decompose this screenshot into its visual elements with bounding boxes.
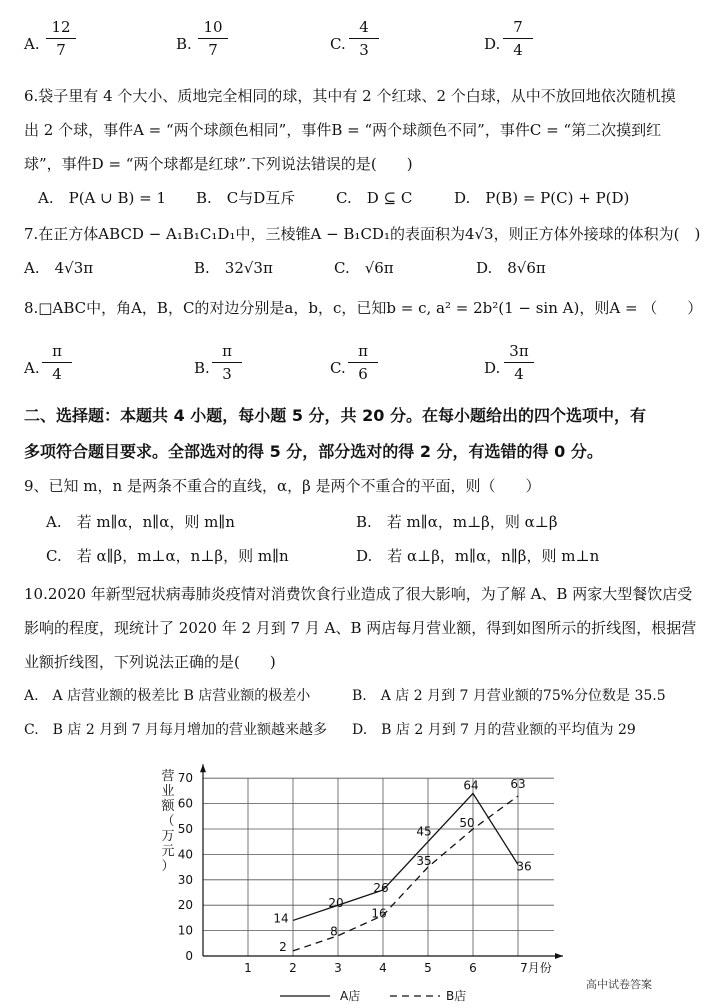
data-label: 35 bbox=[416, 854, 432, 869]
q5-option-d-fraction: 7 4 bbox=[503, 18, 533, 59]
y-tick-label: 10 bbox=[177, 923, 193, 938]
q9-option-b: B. 若 m∥α，m⊥β，则 α⊥β bbox=[356, 513, 558, 531]
q5-option-b-label: B. bbox=[176, 35, 192, 53]
chart-grid bbox=[203, 778, 554, 956]
q9-stem: 9、已知 m，n 是两条不重合的直线，α，β 是两个不重合的平面，则（ ） bbox=[24, 477, 541, 495]
x-tick-label: 2 bbox=[289, 961, 297, 975]
q9-option-a: A. 若 m∥α，n∥α，则 m∥n bbox=[46, 513, 235, 531]
revenue-line-chart bbox=[150, 760, 570, 1008]
x-tick-label: 1 bbox=[244, 961, 252, 975]
y-axis-label-char: 业 bbox=[161, 784, 175, 799]
data-label: 45 bbox=[416, 824, 432, 839]
section2-line1: 二、选择题：本题共 4 小题，每小题 5 分，共 20 分。在每小题给出的四个选项中，有 bbox=[24, 406, 646, 425]
y-tick-label: 0 bbox=[185, 949, 193, 963]
q6-option-b: B. C与D互斥 bbox=[196, 189, 296, 207]
chart-axes bbox=[200, 764, 563, 959]
series-line-b bbox=[293, 796, 518, 951]
x-tick-label: 7月份 bbox=[520, 961, 552, 975]
y-tick-label: 60 bbox=[177, 796, 193, 811]
q10-line1: 10.2020 年新型冠状病毒肺炎疫情对消费饮食行业造成了很大影响，为了解 A、B 两家大型餐饮店受 bbox=[24, 585, 693, 603]
watermark: 高中试卷答案 bbox=[586, 978, 652, 991]
q9-option-c: C. 若 α∥β，m⊥α，n⊥β，则 m∥n bbox=[46, 547, 289, 565]
y-tick-label: 70 bbox=[177, 771, 193, 786]
legend-label-a: A店 bbox=[340, 989, 361, 1003]
data-label: 36 bbox=[516, 859, 532, 874]
q7-option-b: B. 32√3π bbox=[194, 259, 273, 277]
y-tick-label: 50 bbox=[177, 822, 193, 836]
q8-option-d-label: D. bbox=[484, 359, 501, 377]
q5-option-c-label: C. bbox=[330, 35, 346, 53]
data-label: 64 bbox=[463, 778, 479, 793]
data-label: 63 bbox=[510, 776, 526, 791]
q8-option-c-label: C. bbox=[330, 359, 346, 377]
q8-option-d-fraction: 3π 4 bbox=[504, 342, 534, 383]
y-tick-label: 30 bbox=[177, 872, 193, 887]
section2-line2: 多项符合题目要求。全部选对的得 5 分，部分选对的得 2 分，有选错的得 0 分。 bbox=[24, 442, 603, 461]
data-label: 2 bbox=[279, 939, 287, 954]
y-axis-label-char: 万 bbox=[161, 829, 175, 844]
q6-option-d: D. P(B) = P(C) + P(D) bbox=[454, 189, 630, 207]
y-axis-arrow bbox=[200, 764, 206, 772]
data-label: 26 bbox=[373, 880, 389, 895]
q10-option-c: C. B 店 2 月到 7 月每月增加的营业额越来越多 bbox=[24, 722, 328, 738]
q8-option-a-label: A. bbox=[24, 359, 40, 377]
x-tick-label: 3 bbox=[334, 961, 342, 975]
y-axis-label-char: ） bbox=[161, 859, 175, 874]
q7-stem: 7.在正方体ABCD − A₁B₁C₁D₁中，三棱锥A − B₁CD₁的表面积为4√3，则正方体外接球的体积为( ) bbox=[24, 225, 701, 243]
y-tick-label: 20 bbox=[177, 898, 193, 913]
q7-option-c: C. √6π bbox=[334, 259, 394, 277]
q6-line1: 6.袋子里有 4 个大小、质地完全相同的球，其中有 2 个红球、2 个白球，从中不放回地依次随机摸 bbox=[24, 87, 676, 105]
data-label: 16 bbox=[371, 906, 387, 921]
data-label: 20 bbox=[328, 896, 344, 911]
q10-option-b: B. A 店 2 月到 7 月营业额的75%分位数是 35.5 bbox=[352, 688, 666, 704]
chart-ticks bbox=[178, 771, 552, 975]
legend-label-b: B店 bbox=[446, 989, 467, 1003]
y-axis-label-char: 营 bbox=[161, 769, 175, 784]
q10-line2: 影响的程度，现统计了 2020 年 2 月到 7 月 A、B 两店每月营业额，得到如图所示的折线图，根据营 bbox=[24, 619, 697, 637]
x-axis-arrow bbox=[555, 953, 563, 959]
q10-option-a: A. A 店营业额的极差比 B 店营业额的极差小 bbox=[24, 688, 311, 704]
q8-option-b-fraction: π 3 bbox=[212, 342, 242, 383]
q7-option-a: A. 4√3π bbox=[24, 259, 94, 277]
data-label: 14 bbox=[273, 911, 289, 926]
q5-option-b-fraction: 10 7 bbox=[198, 18, 228, 59]
x-tick-label: 5 bbox=[424, 961, 432, 975]
q5-option-a-fraction: 12 7 bbox=[46, 18, 76, 59]
series-line-a bbox=[293, 793, 518, 920]
q10-line3: 业额折线图，下列说法正确的是( ) bbox=[24, 653, 276, 671]
y-axis-label-char: 额 bbox=[161, 799, 175, 814]
chart-y-axis-label bbox=[161, 769, 175, 874]
chart-legend bbox=[280, 988, 466, 1003]
q10-option-d: D. B 店 2 月到 7 月的营业额的平均值为 29 bbox=[352, 722, 636, 738]
y-axis-label-char: 元 bbox=[161, 844, 175, 859]
x-tick-label: 6 bbox=[469, 961, 477, 975]
q8-stem: 8.□ABC中，角A，B，C的对边分别是a，b，c，已知b = c, a² = 2b²(1 − sin A)，则A = （ ） bbox=[24, 299, 703, 317]
q6-option-c: C. D ⊆ C bbox=[336, 189, 413, 207]
q6-line2: 出 2 个球，事件A = “两个球颜色相同”，事件B = “两个球颜色不同”，事件C = “第二次摸到红 bbox=[24, 121, 662, 139]
q6-option-a: A. P(A ∪ B) = 1 bbox=[38, 189, 167, 207]
q6-line3: 球”，事件D = “两个球都是红球”.下列说法错误的是( ) bbox=[24, 155, 413, 173]
q8-option-b-label: B. bbox=[194, 359, 210, 377]
q5-option-a-label: A. bbox=[24, 35, 40, 53]
data-label: 50 bbox=[459, 816, 475, 830]
q5-option-d-label: D. bbox=[484, 35, 501, 53]
q7-option-d: D. 8√6π bbox=[476, 259, 546, 277]
q8-option-c-fraction: π 6 bbox=[348, 342, 378, 383]
x-tick-label: 4 bbox=[379, 961, 387, 975]
y-tick-label: 40 bbox=[177, 847, 193, 862]
q8-option-a-fraction: π 4 bbox=[42, 342, 72, 383]
q9-option-d: D. 若 α⊥β，m∥α，n∥β，则 m⊥n bbox=[356, 547, 600, 565]
q5-option-c-fraction: 4 3 bbox=[349, 18, 379, 59]
data-label: 8 bbox=[330, 924, 338, 939]
y-axis-label-char: （ bbox=[161, 814, 175, 829]
